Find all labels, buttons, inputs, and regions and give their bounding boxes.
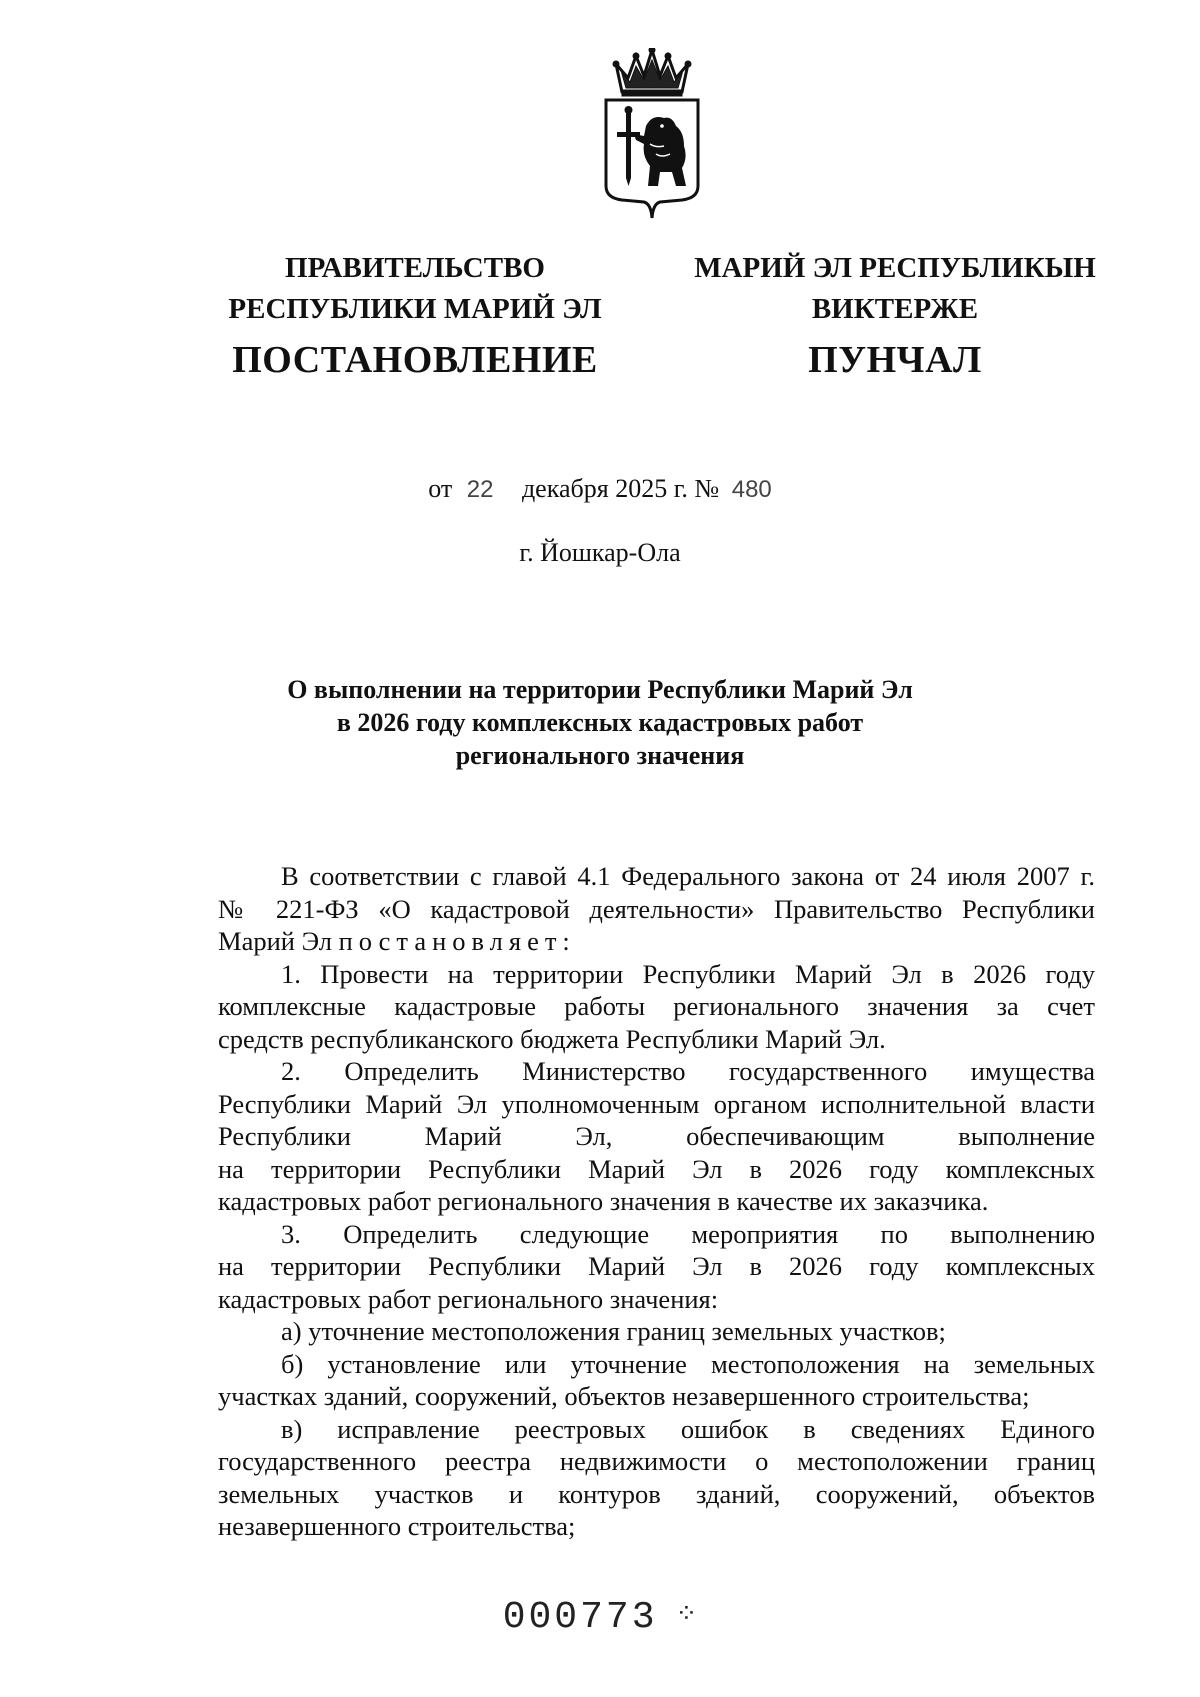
- coat-of-arms-emblem: [598, 48, 706, 224]
- body-line: комплексные кадастровые работы регионального значения за счет: [218, 991, 1095, 1021]
- body-line: в) исправление реестровых ошибок в сведениях Единого: [281, 1413, 1095, 1444]
- body-line: участках зданий, сооружений, объектов незавершенного строительства;: [218, 1381, 1030, 1411]
- date-prefix: от: [428, 474, 453, 503]
- org-name-ru-line1: ПРАВИТЕЛЬСТВО: [285, 252, 545, 284]
- body-line: № 221-ФЗ «О кадастровой деятельности» Правительство Республики: [218, 893, 1095, 924]
- body-line: Республики Марий Эл, обеспечивающим выполнение: [218, 1121, 1095, 1151]
- doc-number: 480: [731, 476, 772, 503]
- doc-body: [218, 860, 1095, 1543]
- body-text: Марий Эл: [218, 926, 332, 956]
- body-text-spaced: постановляет:: [338, 926, 576, 956]
- body-line: В соответствии с главой 4.1 Федерального закона от 24 июля 2007 г.: [281, 861, 1095, 891]
- body-line: незавершенного строительства;: [218, 1511, 576, 1541]
- serial-mark-icon: ⁘: [675, 1600, 698, 1630]
- title-line-3: регионального значения: [455, 741, 745, 770]
- coat-of-arms-icon: [598, 48, 706, 224]
- body-line: на территории Республики Марий Эл в 2026 году комплексных: [218, 1251, 1095, 1281]
- org-name-mari-line1: МАРИЙ ЭЛ РЕСПУБЛИКЫН: [694, 252, 1096, 284]
- header-left: [205, 248, 625, 383]
- body-line: средств республиканского бюджета Республики Марий Эл.: [218, 1023, 886, 1054]
- body-line: государственного реестра недвижимости о местоположении границ: [218, 1446, 1095, 1476]
- serial-number-value: 000773: [502, 1596, 658, 1639]
- date-month-year: декабря 2025 г. №: [521, 474, 720, 503]
- body-line: кадастровых работ регионального значения:: [218, 1283, 719, 1314]
- doc-type-mari: ПУНЧАЛ: [808, 339, 982, 381]
- body-line: 3. Определить следующие мероприятия по выполнению: [281, 1218, 1095, 1249]
- body-line: Республики Марий Эл уполномоченным органом исполнительной власти: [218, 1088, 1095, 1119]
- body-line: 2. Определить Министерство государственного имущества: [281, 1056, 1095, 1086]
- doc-title: [0, 673, 1200, 772]
- body-line: б) установление или уточнение местоположения на земельных: [281, 1348, 1095, 1379]
- serial-number: [0, 1596, 1200, 1639]
- date-day: 22: [466, 476, 494, 503]
- date-line: [0, 474, 1200, 504]
- doc-type-ru: ПОСТАНОВЛЕНИЕ: [232, 339, 598, 381]
- body-line: 1. Провести на территории Республики Марий Эл в 2026 году: [281, 958, 1095, 989]
- title-line-1: О выполнении на территории Республики Марий Эл: [287, 675, 913, 704]
- org-name-mari-line2: ВИКТЕРЖЕ: [811, 293, 979, 325]
- body-line: кадастровых работ регионального значения в качестве их заказчика.: [218, 1186, 989, 1216]
- title-line-2: в 2026 году комплексных кадастровых работ: [336, 708, 864, 737]
- body-line: земельных участков и контуров зданий, сооружений, объектов: [218, 1478, 1095, 1509]
- header-right: [655, 248, 1135, 383]
- body-line: [218, 925, 1095, 958]
- city: г. Йошкар-Ола: [519, 538, 681, 567]
- body-line: а) уточнение местоположения границ земельных участков;: [281, 1316, 946, 1346]
- org-name-ru-line2: РЕСПУБЛИКИ МАРИЙ ЭЛ: [228, 293, 602, 325]
- body-line: на территории Республики Марий Эл в 2026 году комплексных: [218, 1153, 1095, 1184]
